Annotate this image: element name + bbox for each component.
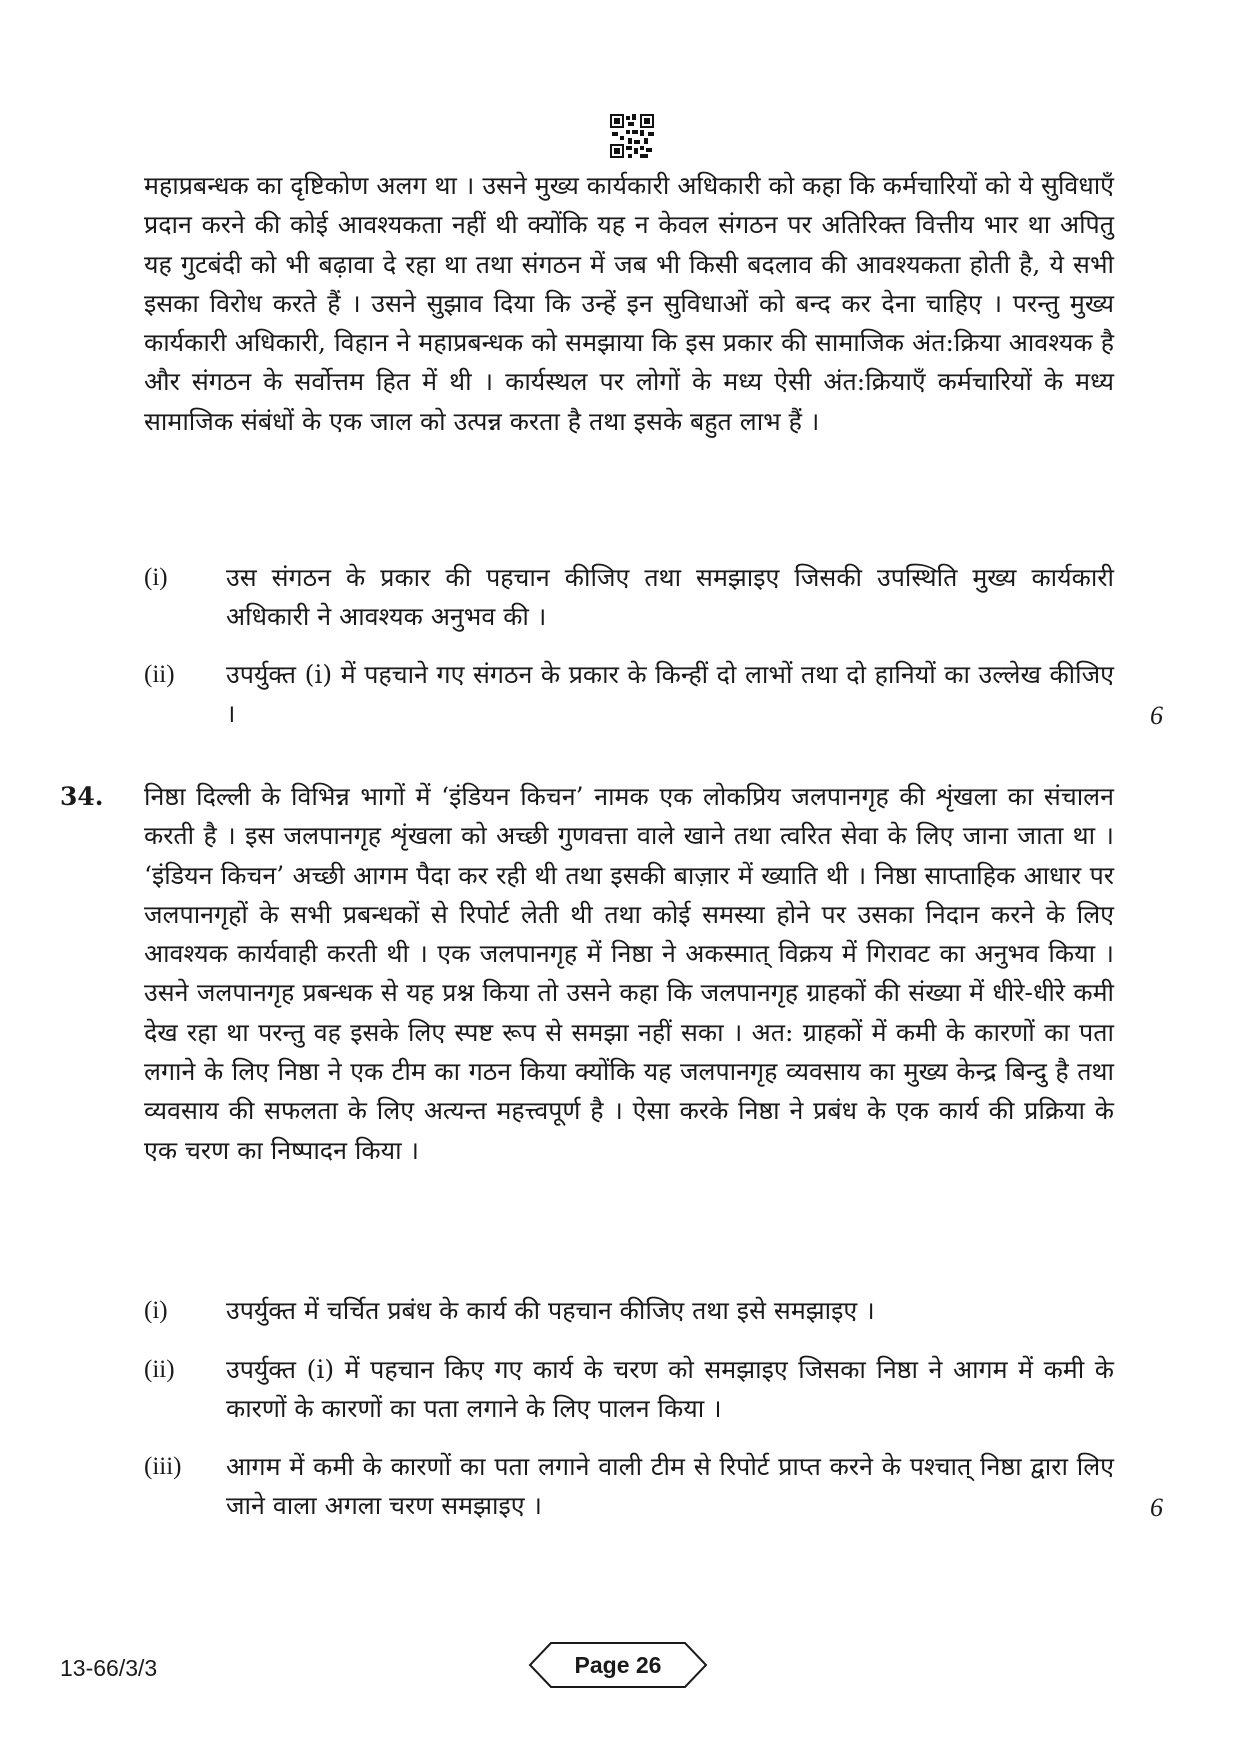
page-number-badge <box>527 1640 709 1690</box>
question-number: 34. <box>60 782 104 811</box>
subpart-label: (ii) <box>144 661 175 688</box>
subpart-label: (i) <box>144 1297 168 1324</box>
q33-marks: 6 <box>1150 701 1163 730</box>
subpart-text: आगम में कमी के कारणों का पता लगाने वाली टीम से रिपोर्ट प्राप्त करने के पश्चात् निष्ठा द्वारा लिए जाने वाला अगला चरण समझाइए । <box>226 1452 1114 1521</box>
subpart-text: उपर्युक्त (i) में पहचाने गए संगठन के प्रकार के किन्हीं दो लाभों तथा दो हानियों का उल्लेख कीजिए । <box>226 660 1114 729</box>
subpart-text: उपर्युक्त (i) में पहचान किए गए कार्य के चरण को समझाइए जिसका निष्ठा ने आगम में कमी के कारणों के कारणों का पता लगाने के लिए पालन किया । <box>226 1355 1114 1424</box>
q34-passage: निष्ठा दिल्ली के विभिन्न भागों में ‘इंडियन किचन’ नामक एक लोकप्रिय जलपानगृह की शृंखला का संचालन करती है । इस जलपानगृह शृंखला को अच्छी गुणवत्ता वाले खाने तथा त्वरित सेवा के लिए जाना जाता था । ‘इंडियन किचन’ अच्छी आगम पैदा कर रही थी तथा इसकी बाज़ार में ख्याति थी । निष्ठा साप्ताहिक आधार पर जलपानगृहों के सभी प्रबन्धकों से रिपोर्ट लेती थी तथा कोई समस्या होने पर उसका निदान करने के लिए आवश्यक कार्यवाही करती थी । एक जलपानगृह में निष्ठा ने अकस्मात् विक्रय में गिरावट का अनुभव किया । उसने जलपानगृह प्रबन्धक से यह प्रश्न किया तो उसने कहा कि जलपानगृह ग्राहकों की संख्या में धीरे-धीरे कमी देख रहा था परन्तु वह इसके लिए स्पष्ट रूप से समझा नहीं सका । अत: ग्राहकों में कमी के कारणों का पता लगाने के लिए निष्ठा ने एक टीम का गठन किया क्योंकि यह जलपानगृह व्यवसाय का मुख्य केन्द्र बिन्दु है तथा व्यवसाय की सफलता के लिए अत्यन्त महत्त्वपूर्ण है । ऐसा करके निष्ठा ने प्रबंध के एक कार्य की प्रक्रिया के एक चरण का निष्पादन किया । <box>144 782 1114 1165</box>
page-label: Page 26 <box>574 1652 662 1678</box>
subpart-text: उपर्युक्त में चर्चित प्रबंध के कार्य की पहचान कीजिए तथा इसे समझाइए । <box>226 1296 875 1325</box>
subpart-label: (iii) <box>144 1453 182 1480</box>
paper-code: 13-66/3/3 <box>60 1655 158 1681</box>
subpart-text: उस संगठन के प्रकार की पहचान कीजिए तथा समझाइए जिसकी उपस्थिति मुख्य कार्यकारी अधिकारी ने आवश्यक अनुभव की । <box>226 563 1114 632</box>
passage-continued: महाप्रबन्धक का दृष्टिकोण अलग था । उसने मुख्य कार्यकारी अधिकारी को कहा कि कर्मचारियों को ये सुविधाएँ प्रदान करने की कोई आवश्यकता नहीं थी क्योंकि यह न केवल संगठन पर अतिरिक्त वित्तीय भार था अपितु यह गुटबंदी को भी बढ़ावा दे रहा था तथा संगठन में जब भी किसी बदलाव की आवश्यकता होती है, ये सभी इसका विरोध करते हैं । उसने सुझाव दिया कि उन्हें इन सुविधाओं को बन्द कर देना चाहिए । परन्तु मुख्य कार्यकारी अधिकारी, विहान ने महाप्रबन्धक को समझाया कि इस प्रकार की सामाजिक अंत:क्रिया आवश्यक है और संगठन के सर्वोत्तम हित में थी । कार्यस्थल पर लोगों के मध्य ऐसी अंत:क्रियाएँ कर्मचारियों के मध्य सामाजिक संबंधों के एक जाल को उत्पन्न करता है तथा इसके बहुत लाभ हैं । <box>144 171 1114 436</box>
q34-marks: 6 <box>1150 1493 1163 1522</box>
subpart-label: (i) <box>144 564 168 591</box>
subpart-label: (ii) <box>144 1356 175 1383</box>
qr-code-icon <box>610 114 654 158</box>
